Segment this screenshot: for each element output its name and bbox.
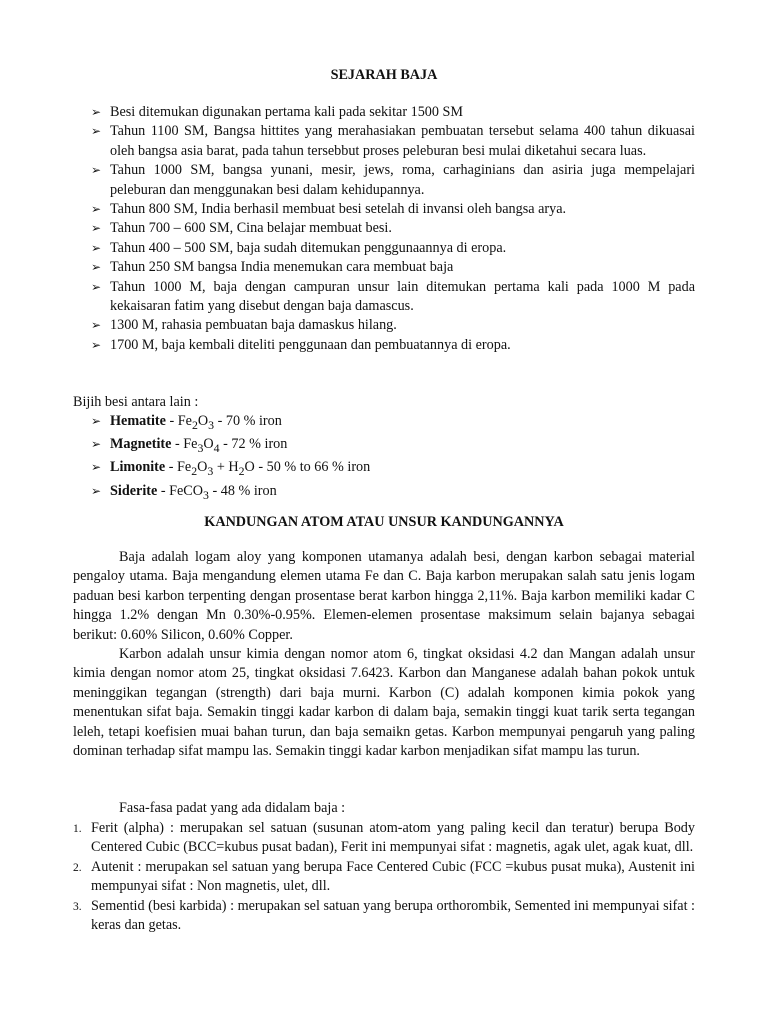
arrow-bullet-icon: ➢: [91, 437, 102, 452]
list-item: ➢ Tahun 250 SM bangsa India menemukan cara membuat baja: [73, 258, 695, 277]
fasa-intro: Fasa-fasa padat yang ada didalam baja :: [119, 800, 346, 816]
fasa-list: [73, 819, 695, 935]
ore-item-hematite: ➢ Hematite - $Fe_2O_3 - 70$ % iron: [91, 413, 282, 432]
arrow-bullet-icon: ➢: [91, 483, 102, 498]
arrow-bullet-icon: ➢: [91, 240, 102, 255]
arrow-bullet-icon: ➢: [91, 460, 102, 475]
ore-name: Hematite: [110, 413, 166, 429]
list-item: 1. Ferit (alpha) : merupakan sel satuan (susunan atom-atom yang paling kecil dan teratur) berupa Body Centered Cubic (BCC=kubus pusat badan), Ferit ini mempunyai sifat : magnetis, agak ulet, agak kuat, dll.: [73, 820, 695, 856]
arrow-bullet-icon: ➢: [91, 105, 102, 119]
list-item: ➢ 1700 M, baja kembali diteliti penggunaan dan pembuatannya di eropa.: [73, 336, 695, 355]
list-item: ➢ Tahun 1000 M, baja dengan campuran unsur lain ditemukan pertama kali pada 1000 M pada kekaisaran fatim yang disebut dengan baja damascus.: [91, 278, 695, 315]
list-item: ➢ Besi ditemukan digunakan pertama kali pada sekitar 1500 SM: [73, 103, 695, 122]
list-item: ➢ Tahun 700 – 600 SM, Cina belajar membuat besi.: [73, 219, 695, 238]
paragraph-baja: Baja adalah logam aloy yang komponen utamanya adalah besi, dengan karbon sebagai material pengaloy utama. Baja mengandung elemen utama Fe dan C. Baja karbon merupakan salah satu jenis logam paduan besi karbon terpenting dengan prosentase berat karbon hingga 2,11%. Baja karbon memiliki kadar C hingga 1.2% dengan Mn 0.30%-0.95%. Elemen-elemen prosentase maksimum selain bajanya sebagai berikut: 0.60% Silicon, 0.60% Copper.: [73, 549, 695, 643]
paragraph-karbon: Karbon adalah unsur kimia dengan nomor atom 6, tingkat oksidasi 4.2 dan Mangan adalah unsur kimia dengan nomor atom 25, tingkat oksidasi 7.6423. Karbon dan Manganese adalah bahan pokok untuk meninggikan tegangan (strength) dari baja murni. Karbon (C) adalah komponen kimia pokok yang menentukan sifat baja. Semakin tinggi kadar karbon di dalam baja, semakin tinggi kuat tarik serta tegangan leleh, tetapi koefisien muai bahan turun, dan baja semaikn getas. Karbon mempunyai pengaruh yang paling dominan terhadap sifat mampu las. Semakin tinggi kadar karbon menjadikan sifat mampu las turun.: [73, 646, 695, 760]
arrow-bullet-icon: ➢: [91, 163, 102, 178]
list-item: ➢ Tahun 800 SM, India berhasil membuat besi setelah di invansi oleh bangsa arya.: [73, 200, 695, 219]
arrow-bullet-icon: ➢: [91, 337, 102, 352]
list-item: ➢ Tahun 400 – 500 SM, baja sudah ditemukan penggunaannya di eropa.: [73, 239, 695, 258]
ore-name: Magnetite: [110, 436, 172, 453]
ore-name: Siderite: [110, 482, 158, 499]
section-title-kandungan: KANDUNGAN ATOM ATAU UNSUR KANDUNGANNYA: [204, 514, 564, 530]
ore-item-limonite: ➢ Limonite - $Fe_2O_3 + H_2O - 50$ % to 66 % iron: [91, 459, 371, 479]
arrow-bullet-icon: ➢: [91, 414, 102, 428]
arrow-bullet-icon: ➢: [91, 318, 102, 333]
arrow-bullet-icon: ➢: [91, 279, 102, 294]
list-item: ➢ Tahun 1100 SM, Bangsa hittites yang merahasiakan pembuatan tersebut selama 400 tahun dikuasai oleh bangsa asia barat, pada tahun tersebbut proses peleburan besi mulai diketahui secara luas.: [91, 123, 695, 159]
ores-intro: Bijih besi antara lain :: [73, 394, 199, 410]
ore-item-siderite: ➢ Siderite - FeCO$_3$ - 48 % iron: [91, 482, 277, 502]
arrow-bullet-icon: ➢: [91, 124, 102, 139]
list-item: ➢ 1300 M, rahasia pembuatan baja damaskus hilang.: [73, 316, 695, 335]
history-list: [73, 103, 695, 355]
section-title-sejarah-baja: SEJARAH BAJA: [330, 67, 438, 83]
ore-name: Limonite: [110, 459, 166, 476]
list-item: 2. Autenit : merupakan sel satuan yang berupa Face Centered Cubic (FCC =kubus pusat muka), Austenit ini mempunyai sifat : Non magnetis, ulet, dll.: [73, 858, 695, 895]
list-item: 3. Sementid (besi karbida) : merupakan sel satuan yang berupa orthorombik, Semented ini mempunyai sifat : keras dan getas.: [73, 897, 695, 934]
list-number: 1.: [73, 823, 82, 835]
list-number: 2.: [73, 861, 82, 874]
list-number: 3.: [73, 900, 82, 913]
arrow-bullet-icon: ➢: [91, 260, 102, 275]
arrow-bullet-icon: ➢: [91, 221, 102, 236]
ore-item-magnetite: ➢ Magnetite - $Fe_3O_4 - 72$ % iron: [91, 436, 288, 456]
arrow-bullet-icon: ➢: [91, 202, 102, 217]
list-item: ➢ Tahun 1000 SM, bangsa yunani, mesir, jews, roma, carhaginians dan asiria juga mempelajari peleburan dan menggunakan besi dalam kehidupannya.: [91, 162, 695, 198]
ore-list: [73, 412, 695, 505]
